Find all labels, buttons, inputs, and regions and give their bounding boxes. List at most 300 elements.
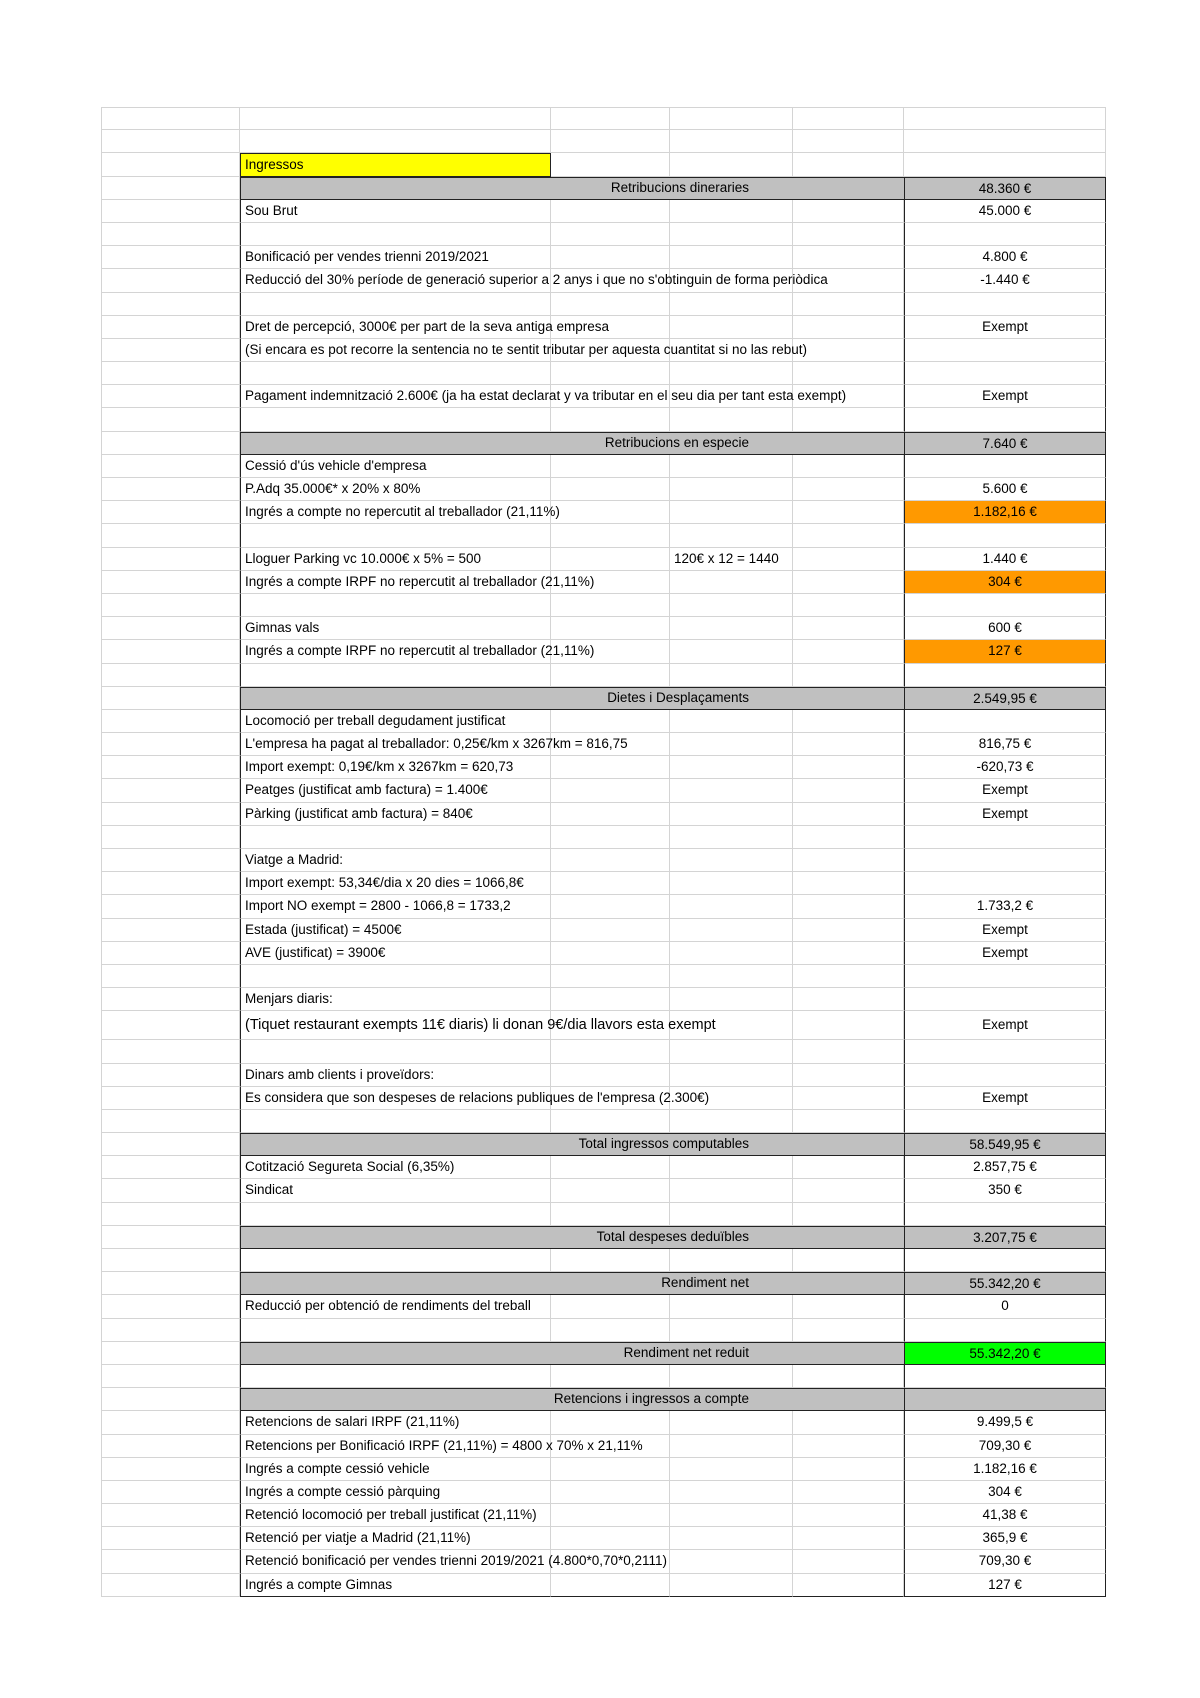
value-cell: Exempt xyxy=(904,316,1106,339)
empty-cell xyxy=(670,1365,793,1388)
empty-cell xyxy=(793,1064,904,1087)
value-cell: Exempt xyxy=(904,779,1106,802)
value-cell: 709,30 € xyxy=(904,1435,1106,1458)
empty-cell xyxy=(551,594,670,617)
blank-row xyxy=(101,293,1106,316)
row-gutter-cell xyxy=(101,1156,240,1179)
empty-cell xyxy=(670,1574,793,1597)
value-cell xyxy=(904,988,1106,1011)
label-cell xyxy=(240,965,551,988)
empty-cell xyxy=(551,1295,670,1318)
empty-cell xyxy=(551,826,670,849)
empty-cell xyxy=(793,756,904,779)
row-label: Dret de percepció, 3000€ per part de la seva antiga empresa xyxy=(245,318,609,334)
label-cell xyxy=(240,1365,551,1388)
empty-cell xyxy=(793,1411,904,1434)
label-cell xyxy=(240,640,595,663)
empty-cell xyxy=(793,594,904,617)
label-cell xyxy=(240,1203,551,1226)
empty-cell xyxy=(670,1110,793,1133)
data-row xyxy=(101,455,1106,478)
section-header-row xyxy=(101,1133,1106,1156)
value-cell: 2.857,75 € xyxy=(904,1156,1106,1179)
blank-row xyxy=(101,1040,1106,1063)
empty-cell xyxy=(551,1481,670,1504)
value-cell xyxy=(904,594,1106,617)
empty-cell xyxy=(793,895,904,918)
empty-cell xyxy=(551,223,670,246)
blank-row xyxy=(101,362,1106,385)
data-row xyxy=(101,1504,1106,1527)
row-gutter-cell xyxy=(101,408,240,431)
section-header-row xyxy=(101,1342,1106,1365)
value-cell: 9.499,5 € xyxy=(904,1411,1106,1434)
empty-cell xyxy=(793,246,904,269)
empty-cell xyxy=(793,107,904,130)
label-cell xyxy=(240,501,560,524)
label-cell xyxy=(240,1110,551,1133)
label-cell xyxy=(240,826,551,849)
blank-row xyxy=(101,1249,1106,1272)
empty-cell xyxy=(670,246,793,269)
row-gutter-cell xyxy=(101,826,240,849)
row-gutter-cell xyxy=(101,1504,240,1527)
blank-row xyxy=(101,1203,1106,1226)
value-cell: Exempt xyxy=(904,803,1106,826)
empty-cell xyxy=(670,710,793,733)
data-row xyxy=(101,316,1106,339)
empty-cell xyxy=(793,872,904,895)
section-total: 7.640 € xyxy=(904,432,1106,455)
value-cell xyxy=(904,1203,1106,1226)
value-cell xyxy=(904,339,1106,362)
section-header-label: Total ingressos computables xyxy=(578,1136,749,1152)
section-header-label: Dietes i Desplaçaments xyxy=(607,689,749,705)
empty-cell xyxy=(670,455,793,478)
label-cell xyxy=(240,710,551,733)
empty-cell xyxy=(670,919,793,942)
value-cell: 0 xyxy=(904,1295,1106,1318)
row-gutter-cell xyxy=(101,1527,240,1550)
empty-cell xyxy=(670,1458,793,1481)
empty-cell xyxy=(793,501,904,524)
empty-cell xyxy=(670,1040,793,1063)
empty-cell xyxy=(551,200,670,223)
label-cell xyxy=(240,849,551,872)
row-label: (Tiquet restaurant exempts 11€ diaris) li donan 9€/dia llavors esta exempt xyxy=(245,1017,716,1034)
value-cell xyxy=(904,408,1106,431)
empty-cell xyxy=(551,548,670,571)
label-cell xyxy=(240,385,847,408)
section-total: 55.342,20 € xyxy=(904,1342,1106,1365)
row-label: Ingrés a compte no repercutit al treballador (21,11%) xyxy=(245,504,560,520)
value-cell xyxy=(904,1064,1106,1087)
empty-cell xyxy=(793,293,904,316)
value-cell: 1.182,16 € xyxy=(904,1458,1106,1481)
label-cell xyxy=(240,1481,551,1504)
value-cell: 816,75 € xyxy=(904,733,1106,756)
value-cell: 350 € xyxy=(904,1179,1106,1202)
row-label: Menjars diaris: xyxy=(245,991,333,1007)
empty-cell xyxy=(551,1040,670,1063)
empty-cell xyxy=(551,1203,670,1226)
row-label: Import NO exempt = 2800 - 1066,8 = 1733,2 xyxy=(245,898,511,914)
empty-cell xyxy=(670,849,793,872)
value-cell: 45.000 € xyxy=(904,200,1106,223)
empty-cell xyxy=(793,1295,904,1318)
data-row xyxy=(101,942,1106,965)
empty-cell xyxy=(793,779,904,802)
row-label: Ingrés a compte IRPF no repercutit al treballador (21,11%) xyxy=(245,573,595,589)
row-gutter-cell xyxy=(101,942,240,965)
row-gutter-cell xyxy=(101,1481,240,1504)
empty-cell xyxy=(793,965,904,988)
empty-cell xyxy=(670,640,793,663)
empty-cell xyxy=(793,849,904,872)
empty-cell xyxy=(670,478,793,501)
value-cell: Exempt xyxy=(904,1011,1106,1040)
empty-cell xyxy=(670,524,793,547)
value-cell: Exempt xyxy=(904,385,1106,408)
row-gutter-cell xyxy=(101,1365,240,1388)
row-label: Import exempt: 0,19€/km x 3267km = 620,73 xyxy=(245,759,514,775)
empty-cell xyxy=(793,1011,904,1040)
data-row xyxy=(101,1156,1106,1179)
empty-cell xyxy=(670,107,793,130)
blank-row xyxy=(101,1365,1106,1388)
data-row xyxy=(101,872,1106,895)
sheet-title: Ingressos xyxy=(245,157,304,173)
data-row xyxy=(101,1011,1106,1040)
label-cell xyxy=(240,571,595,594)
empty-cell xyxy=(670,1179,793,1202)
label-cell xyxy=(240,246,551,269)
section-header-label: Retencions i ingressos a compte xyxy=(553,1391,749,1407)
data-row xyxy=(101,571,1106,594)
value-cell xyxy=(904,1110,1106,1133)
row-label: Pagament indemnització 2.600€ (ja ha estat declarat y va tributar en el seu dia per tant esta exempt) xyxy=(245,388,847,404)
row-gutter-cell xyxy=(101,1087,240,1110)
value-cell xyxy=(904,1319,1106,1342)
label-cell xyxy=(240,362,551,385)
row-gutter-cell xyxy=(101,1179,240,1202)
value-cell xyxy=(904,293,1106,316)
label-cell xyxy=(240,1574,551,1597)
row-gutter-cell xyxy=(101,664,240,687)
row-gutter-cell xyxy=(101,756,240,779)
label-cell xyxy=(240,1504,551,1527)
data-row xyxy=(101,548,1106,571)
row-gutter-cell xyxy=(101,1011,240,1040)
empty-cell xyxy=(670,733,793,756)
label-cell xyxy=(240,895,551,918)
value-cell: -620,73 € xyxy=(904,756,1106,779)
data-row xyxy=(101,919,1106,942)
row-gutter-cell xyxy=(101,1295,240,1318)
value-cell: 304 € xyxy=(904,1481,1106,1504)
empty-cell xyxy=(670,293,793,316)
row-gutter-cell xyxy=(101,153,240,176)
empty-cell xyxy=(670,501,793,524)
row-gutter-cell xyxy=(101,895,240,918)
row-gutter-cell xyxy=(101,1110,240,1133)
empty-cell xyxy=(551,478,670,501)
value-cell xyxy=(904,826,1106,849)
row-gutter-cell xyxy=(101,432,240,455)
row-gutter-cell xyxy=(101,1435,240,1458)
row-label: L'empresa ha pagat al treballador: 0,25€/km x 3267km = 816,75 xyxy=(245,736,628,752)
empty-cell xyxy=(551,501,670,524)
value-cell: 709,30 € xyxy=(904,1550,1106,1573)
section-header-row xyxy=(101,1388,1106,1411)
empty-cell xyxy=(670,223,793,246)
row-label: Ingrés a compte Gimnas xyxy=(245,1576,393,1592)
row-gutter-cell xyxy=(101,501,240,524)
value-cell xyxy=(904,664,1106,687)
blank-row xyxy=(101,965,1106,988)
row-gutter-cell xyxy=(101,339,240,362)
label-cell xyxy=(240,803,551,826)
empty-cell xyxy=(670,200,793,223)
empty-cell xyxy=(793,223,904,246)
row-label: Import exempt: 53,34€/dia x 20 dies = 1066,8€ xyxy=(245,875,524,891)
row-label: Locomoció per treball degudament justificat xyxy=(245,712,506,728)
empty-cell xyxy=(793,455,904,478)
row-gutter-cell xyxy=(101,965,240,988)
blank-row xyxy=(101,826,1106,849)
row-label: Ingrés a compte cessió vehicle xyxy=(245,1460,430,1476)
row-gutter-cell xyxy=(101,733,240,756)
empty-cell xyxy=(670,1504,793,1527)
row-gutter-cell xyxy=(101,1040,240,1063)
row-gutter-cell xyxy=(101,1550,240,1573)
empty-cell xyxy=(793,362,904,385)
row-gutter-cell xyxy=(101,1064,240,1087)
empty-cell xyxy=(670,826,793,849)
empty-cell xyxy=(670,942,793,965)
data-row xyxy=(101,779,1106,802)
empty-cell xyxy=(793,478,904,501)
label-cell xyxy=(240,408,551,431)
empty-cell xyxy=(670,1319,793,1342)
label-cell xyxy=(240,1411,551,1434)
value-cell: 41,38 € xyxy=(904,1504,1106,1527)
value-cell: Exempt xyxy=(904,1087,1106,1110)
empty-cell xyxy=(551,1110,670,1133)
value-cell xyxy=(904,710,1106,733)
empty-cell xyxy=(551,1319,670,1342)
empty-cell xyxy=(551,1156,670,1179)
empty-cell xyxy=(793,1550,904,1573)
blank-row xyxy=(101,130,1106,153)
empty-cell xyxy=(793,153,904,176)
empty-cell xyxy=(793,664,904,687)
value-cell: 304 € xyxy=(904,571,1106,594)
empty-cell xyxy=(793,640,904,663)
value-cell: Exempt xyxy=(904,919,1106,942)
row-gutter-cell xyxy=(101,1203,240,1226)
data-row xyxy=(101,269,1106,292)
empty-cell xyxy=(551,455,670,478)
empty-cell xyxy=(551,1574,670,1597)
empty-cell xyxy=(670,1435,793,1458)
data-row xyxy=(101,849,1106,872)
row-gutter-cell xyxy=(101,1249,240,1272)
data-row xyxy=(101,1435,1106,1458)
data-row xyxy=(101,640,1106,663)
row-gutter-cell xyxy=(101,1411,240,1434)
empty-cell xyxy=(551,779,670,802)
value-cell xyxy=(904,107,1106,130)
data-row xyxy=(101,617,1106,640)
section-total: 55.342,20 € xyxy=(904,1272,1106,1295)
empty-cell xyxy=(793,733,904,756)
row-label: Reducció per obtenció de rendiments del treball xyxy=(245,1298,531,1314)
value-cell: 365,9 € xyxy=(904,1527,1106,1550)
empty-cell xyxy=(793,1504,904,1527)
label-cell xyxy=(240,339,808,362)
empty-cell xyxy=(551,1249,670,1272)
empty-cell xyxy=(793,1574,904,1597)
value-cell xyxy=(904,965,1106,988)
blank-row xyxy=(101,223,1106,246)
empty-cell xyxy=(670,1295,793,1318)
row-gutter-cell xyxy=(101,293,240,316)
empty-cell xyxy=(551,1064,670,1087)
value-cell: 127 € xyxy=(904,1574,1106,1597)
row-label: Pàrking (justificat amb factura) = 840€ xyxy=(245,805,473,821)
label-cell xyxy=(240,1249,551,1272)
label-cell xyxy=(240,478,551,501)
empty-cell xyxy=(551,1504,670,1527)
row-label: Ingrés a compte IRPF no repercutit al treballador (21,11%) xyxy=(245,643,595,659)
empty-cell xyxy=(551,153,670,176)
blank-row xyxy=(101,408,1106,431)
label-cell xyxy=(240,1295,551,1318)
empty-cell xyxy=(551,408,670,431)
row-gutter-cell xyxy=(101,919,240,942)
empty-cell xyxy=(793,617,904,640)
empty-cell xyxy=(551,895,670,918)
label-cell xyxy=(240,1040,551,1063)
value-cell: 1.182,16 € xyxy=(904,501,1106,524)
section-total: 3.207,75 € xyxy=(904,1226,1106,1249)
data-row xyxy=(101,895,1106,918)
value-cell: Exempt xyxy=(904,942,1106,965)
empty-cell xyxy=(551,988,670,1011)
section-header-row xyxy=(101,1226,1106,1249)
row-gutter-cell xyxy=(101,1226,240,1249)
empty-cell xyxy=(670,130,793,153)
label-cell xyxy=(240,1064,551,1087)
row-gutter-cell xyxy=(101,177,240,200)
empty-cell xyxy=(551,246,670,269)
row-gutter-cell xyxy=(101,617,240,640)
empty-cell xyxy=(551,872,670,895)
row-gutter-cell xyxy=(101,107,240,130)
label-cell xyxy=(240,919,551,942)
data-row xyxy=(101,246,1106,269)
row-gutter-cell xyxy=(101,1319,240,1342)
label-cell xyxy=(240,316,609,339)
row-label: P.Adq 35.000€* x 20% x 80% xyxy=(245,481,421,496)
label-cell xyxy=(240,733,628,756)
data-row xyxy=(101,339,1106,362)
row-gutter-cell xyxy=(101,478,240,501)
data-row xyxy=(101,1411,1106,1434)
empty-cell xyxy=(670,872,793,895)
empty-cell xyxy=(793,1527,904,1550)
data-row xyxy=(101,988,1106,1011)
empty-cell xyxy=(551,1411,670,1434)
empty-cell xyxy=(793,548,904,571)
empty-cell xyxy=(670,316,793,339)
value-cell: 4.800 € xyxy=(904,246,1106,269)
empty-cell xyxy=(551,664,670,687)
label-cell xyxy=(240,1550,668,1573)
row-label: Sou Brut xyxy=(245,202,298,218)
row-gutter-cell xyxy=(101,524,240,547)
label-cell xyxy=(240,455,551,478)
empty-cell xyxy=(551,710,670,733)
label-cell xyxy=(240,594,551,617)
empty-cell xyxy=(793,710,904,733)
empty-cell xyxy=(793,571,904,594)
section-header-label: Retribucions dineraries xyxy=(610,179,749,195)
value-cell xyxy=(904,1249,1106,1272)
label-cell xyxy=(240,293,551,316)
row-gutter-cell xyxy=(101,130,240,153)
row-label: Viatge a Madrid: xyxy=(245,852,344,867)
value-cell xyxy=(904,524,1106,547)
data-row xyxy=(101,803,1106,826)
section-header-row xyxy=(101,1272,1106,1295)
empty-cell xyxy=(670,362,793,385)
data-row xyxy=(101,1550,1106,1573)
empty-cell xyxy=(670,1203,793,1226)
empty-cell xyxy=(793,524,904,547)
empty-cell xyxy=(793,200,904,223)
empty-cell xyxy=(551,617,670,640)
row-gutter-cell xyxy=(101,988,240,1011)
row-gutter-cell xyxy=(101,223,240,246)
empty-cell xyxy=(793,1087,904,1110)
empty-cell xyxy=(793,1179,904,1202)
label-cell xyxy=(240,107,551,130)
empty-cell xyxy=(670,1064,793,1087)
row-gutter-cell xyxy=(101,779,240,802)
blank-row xyxy=(101,1319,1106,1342)
row-gutter-cell xyxy=(101,1388,240,1411)
blank-row xyxy=(101,1110,1106,1133)
empty-cell xyxy=(551,107,670,130)
data-row xyxy=(101,1527,1106,1550)
row-label: Dinars amb clients i proveïdors: xyxy=(245,1066,435,1082)
empty-cell xyxy=(670,803,793,826)
label-cell xyxy=(240,153,551,176)
empty-cell xyxy=(670,1411,793,1434)
label-cell xyxy=(240,1179,551,1202)
empty-cell xyxy=(670,571,793,594)
empty-cell xyxy=(793,1110,904,1133)
value-cell xyxy=(904,153,1106,176)
label-cell xyxy=(240,1087,710,1110)
data-row xyxy=(101,1087,1106,1110)
section-header-label: Total despeses deduïbles xyxy=(596,1228,749,1244)
row-gutter-cell xyxy=(101,1133,240,1156)
empty-cell xyxy=(551,942,670,965)
row-label: Retenció per viatje a Madrid (21,11%) xyxy=(245,1530,471,1546)
